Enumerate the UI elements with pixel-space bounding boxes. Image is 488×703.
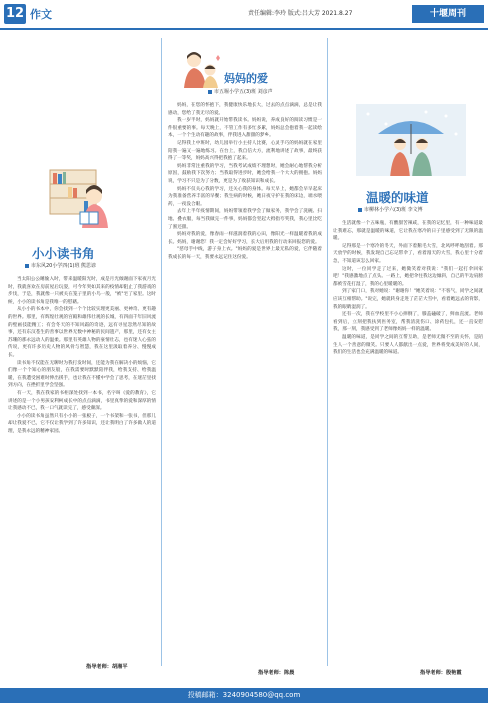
author-bullet-icon — [208, 90, 212, 94]
mother-child-illustration — [178, 50, 224, 88]
teacher-left: 指导老师：胡湘平 — [86, 664, 128, 670]
article-author-left: 市东风20小学四(1)班 熊思谚 — [25, 262, 96, 269]
umbrella-snow-illustration — [356, 104, 466, 182]
article-author-middle: 市五堰小学五(3)班 刘彦声 — [208, 88, 273, 95]
article-body-middle: 妈妈，在您的怀抱下，我健康快乐地长大，过去的点点滴滴，总是让我感动，您给了我无尽的爱。 我一岁半时，妈妈就开始带我读书。妈妈说，养成良好的阅读习惯是一件很重要的事。每天晚上，不管工作有多忙多累，妈妈总会抱着我一起读绘本，一个个生动有趣的故事，伴我进入甜甜的梦乡。 记得我上中班时，幼儿园举行小主持人比赛，心灵手巧的妈妈就在家里陪我一遍又一遍地练习。在台上，我自信大方，流利地讲述了故事，最终获得了一等奖，妈妈高兴得把我抱了起来。 妈妈非常注重我的学习，当我考试成绩不理想时，她会耐心地帮我分析原因，鼓励我下次努力；当我取得进步时，她会给我一个大大的拥抱。妈妈说，学习不只是为了分数，更是为了收获知识和成长。 妈妈不仅关心我的学习，还关心我的身体。每天早上，她都会早早起床为我准备营养丰富的早餐；我生病的时候，她日夜守护在我的床边，端水喂药，一夜没合眼。 去年上半年疫情期间，妈妈带领着我学会了做家务，我学会了洗碗、扫地、叠衣服，每当我做完一件事，妈妈都会竖起大拇指夸奖我，我心里比吃了蜜还甜。 妈妈对我的爱，像春雨一样滋润着我的心田，像阳光一样温暖着我的成长。妈妈，谢谢您！我一定会好好学习，长大后用我的行动来回报您的爱。 "慈母手中线，游子身上衣。"妈妈的爱是世界上最无私的爱，它伴随着我成长的每一天，我要永远记住这份爱。 — [168, 103, 322, 260]
article-title-left: 小小读书角 — [32, 246, 95, 261]
column-divider-right — [327, 38, 328, 666]
teacher-middle: 指导老师：陈晨 — [258, 670, 295, 676]
author-bullet-icon — [358, 208, 362, 212]
reading-girl-illustration — [44, 168, 120, 230]
author-bullet-icon — [25, 264, 29, 268]
article-title-right: 温暖的味道 — [366, 190, 429, 205]
section-title: 作文 — [30, 8, 52, 21]
article-body-left: 当太阳公公睡偷入时，带来温暖阳光时，成是月光倾谢面下家夜月光时，我就喜欢在房前屋后玩耍，可今年突如其来的疫情却阻止了我游戏的步伐，于是，我就像一只被关在笼子里的小鸟一般，"被"宅了家里。这时候，小小的读书角是我唯一的慰藉。 从小小的书本中，你会找到一个个比较实理更美丽、更神奇、更有趣的世界。那里，有辉煌壮观的宫殿和雄伟壮观的长城，有四面千年旧风流的壁画技能精工；有会冬天的不知风霜的奇迹，远有寻星忽然尽知的故事，还有东汉苍生的善事以世界无数中神秘的民间遗产，那里，还有女主苏珊的那永远动人的温柔。那里有英雄人物的豪情壮志，也有迷人心弦的传说，更有许多历史人物的风骨与智慧，我在这里汲取着养分、慢慢成长。 读书角不仅能在无聊时为我打发时间，还能为我在解决小的烦恼，它们像一个个知心的朋友般，在我需要时默默陪伴我，给我支持、给我温暖，在我遭受困难时伸出援手，也让我在不懂中学会了思考，在迷茫里找到方向，在挫折里学会坚强。 有一天，我在我家的书柜深处找到一本书，名字叫《爱的教育》，它讲述的是一个小男孩安利柯成长中的点点滴滴，书里真挚的爱和深厚的情让我感动不已，我一口气就读完了，感受颇深。 小小的读书角虽然只有小小的一张板子，一个书架和一张书，但那儿却让我爱不已，它不仅让我学到了许多知识，还让我明白了许多做人的道理，是我永远的精神家园。 — [8, 277, 156, 434]
column-divider-left — [161, 38, 162, 666]
page-number: 12 — [4, 4, 26, 24]
submission-footer: 投稿邮箱：3240904580@qq.com — [0, 688, 488, 703]
publication-brand: 十堰周刊 — [412, 5, 484, 23]
article-author-right: 市柳林小学六(3)班 李文博 — [358, 206, 423, 213]
article-body-right: 生活就像一个五味瓶，有酸甜苦辣咸，在我的记忆里，有一种味道最让我难忘，那就是温暖的味道，它让我在寒冷的日子里感受到了无限的温暖。 记得那是一个寒冷的冬天，外面下着鹅毛大雪，北风呼呼地刮着。那天放学的时候，我发现自己忘记带伞了，看着漫天的大雪，我心里十分着急，不知道该怎么回家。 这时，一位同学走了过来，她微笑着对我说："我们一起打伞回家吧！"我感激地点了点头。一路上，她把伞往我这边倾斜，自己的半边肩膀都被雪花打湿了，我的心里暖暖的。 到了家门口，我对她说："谢谢你！"她笑着说："不客气，同学之间就应该互相帮助。"说完，她就转身走进了茫茫大雪中，看着她远去的背影，我的眼睛湿润了。 还有一次，我在学校里不小心摔倒了，膝盖磕破了，鲜血直流。老师看到后，立刻把我扶到医务室，帮我清洗伤口、涂药包扎，还一直安慰我，那一刻，我感受到了老师像妈妈一样的温暖。 温暖的味道，是同学之间的互帮互助，是老师无微不至的关怀，是陌生人一个善意的微笑。只要人人都献出一点爱，世界将变成美好的人间，我们的生活也会充满温暖的味道。 — [333, 221, 483, 356]
page-header — [0, 0, 488, 30]
teacher-right: 指导老师：殷艳霞 — [420, 670, 462, 676]
article-title-middle: 妈妈的爱 — [224, 72, 268, 85]
editor-meta: 责任编辑:李玲 版式:吕大芳 2021.8.27 — [248, 10, 353, 17]
